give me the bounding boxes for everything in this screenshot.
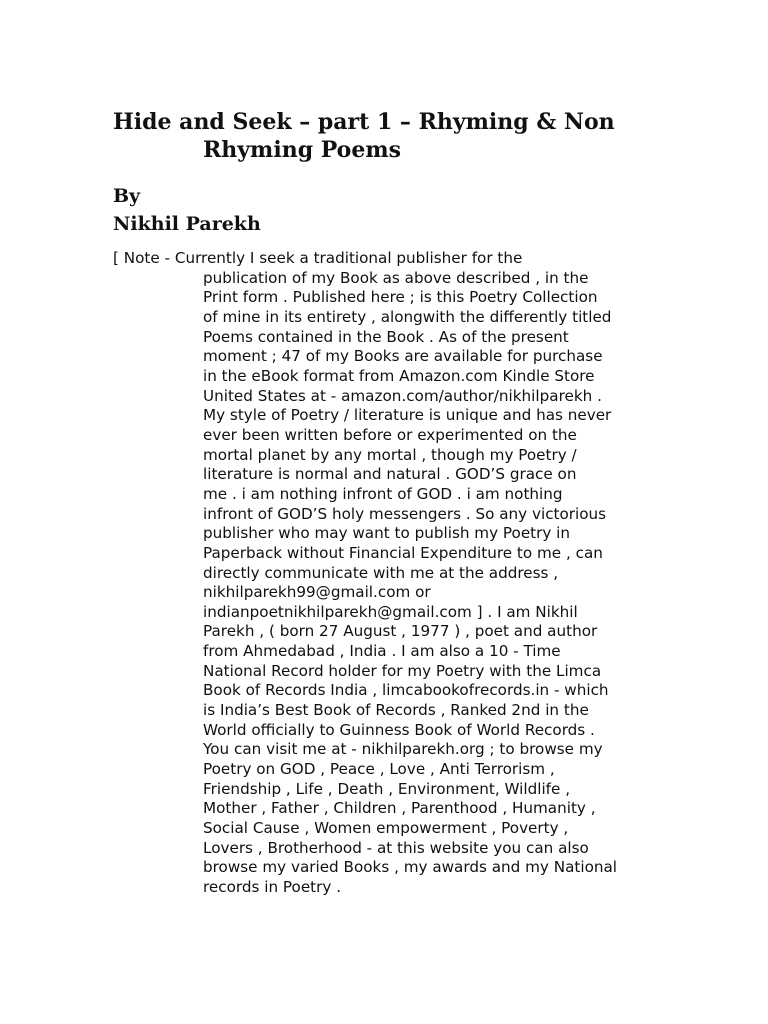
note-line: [ Note - Currently I seek a traditional publisher for the [113,249,523,267]
note-line: literature is normal and natural . GOD’S grace on [203,465,577,484]
note-line: records in Poetry . [203,878,342,896]
title-line-2: Rhyming Poems [203,137,402,163]
by-label: By [113,185,141,207]
note-line: in the eBook format from Amazon.com Kindle Store [203,366,595,385]
note-line: Paperback without Financial Expenditure to me , can [203,543,603,562]
note-line: publisher who may want to publish my Poetry in [203,524,571,543]
note-line: indianpoetnikhilparekh@gmail.com ] . I am Nikhil [203,602,578,621]
note-line: You can visit me at - nikhilparekh.org ; to browse my [203,740,603,759]
document-title [113,108,673,164]
note-line: browse my varied Books , my awards and my National [203,858,618,877]
publisher-note [113,249,673,898]
note-line: me . i am nothing infront of GOD . i am nothing [203,484,563,503]
note-line: of mine in its entirety , alongwith the differently titled [203,307,612,326]
note-line: World officially to Guinness Book of World Records . [203,720,595,739]
note-line: nikhilparekh99@gmail.com or [203,583,431,602]
note-line: is India’s Best Book of Records , Ranked 2nd in the [203,701,589,720]
note-line: Print form . Published here ; is this Poetry Collection [203,288,598,307]
note-line: Poems contained in the Book . As of the present [203,327,569,346]
note-line: mortal planet by any mortal , though my Poetry / [203,445,577,464]
note-line: Poetry on GOD , Peace , Love , Anti Terrorism , [203,760,555,779]
note-line: from Ahmedabad , India . I am also a 10 - Time [203,642,561,661]
note-line: United States at - amazon.com/author/nikhilparekh . [203,386,602,405]
note-line: ever been written before or experimented on the [203,425,577,444]
byline [113,182,261,238]
note-line: My style of Poetry / literature is unique and has never [203,406,612,425]
note-line: National Record holder for my Poetry with the Limca [203,661,602,680]
note-line: Parekh , ( born 27 August , 1977 ) , poet and author [203,622,598,641]
note-line: Book of Records India , limcabookofrecords.in - which [203,681,609,700]
note-line: moment ; 47 of my Books are available for purchase [203,347,603,366]
author-name: Nikhil Parekh [113,213,261,235]
note-line: directly communicate with me at the address , [203,563,559,582]
note-line: Mother , Father , Children , Parenthood , Humanity , [203,799,596,818]
note-line: Friendship , Life , Death , Environment, Wildlife , [203,779,571,798]
note-line: publication of my Book as above described , in the [203,268,589,287]
title-line-1: Hide and Seek – part 1 – Rhyming & Non [113,109,615,135]
note-line: Lovers , Brotherhood - at this website you can also [203,838,589,857]
note-line: Social Cause , Women empowerment , Poverty , [203,819,569,838]
note-line: infront of GOD’S holy messengers . So any victorious [203,504,607,523]
